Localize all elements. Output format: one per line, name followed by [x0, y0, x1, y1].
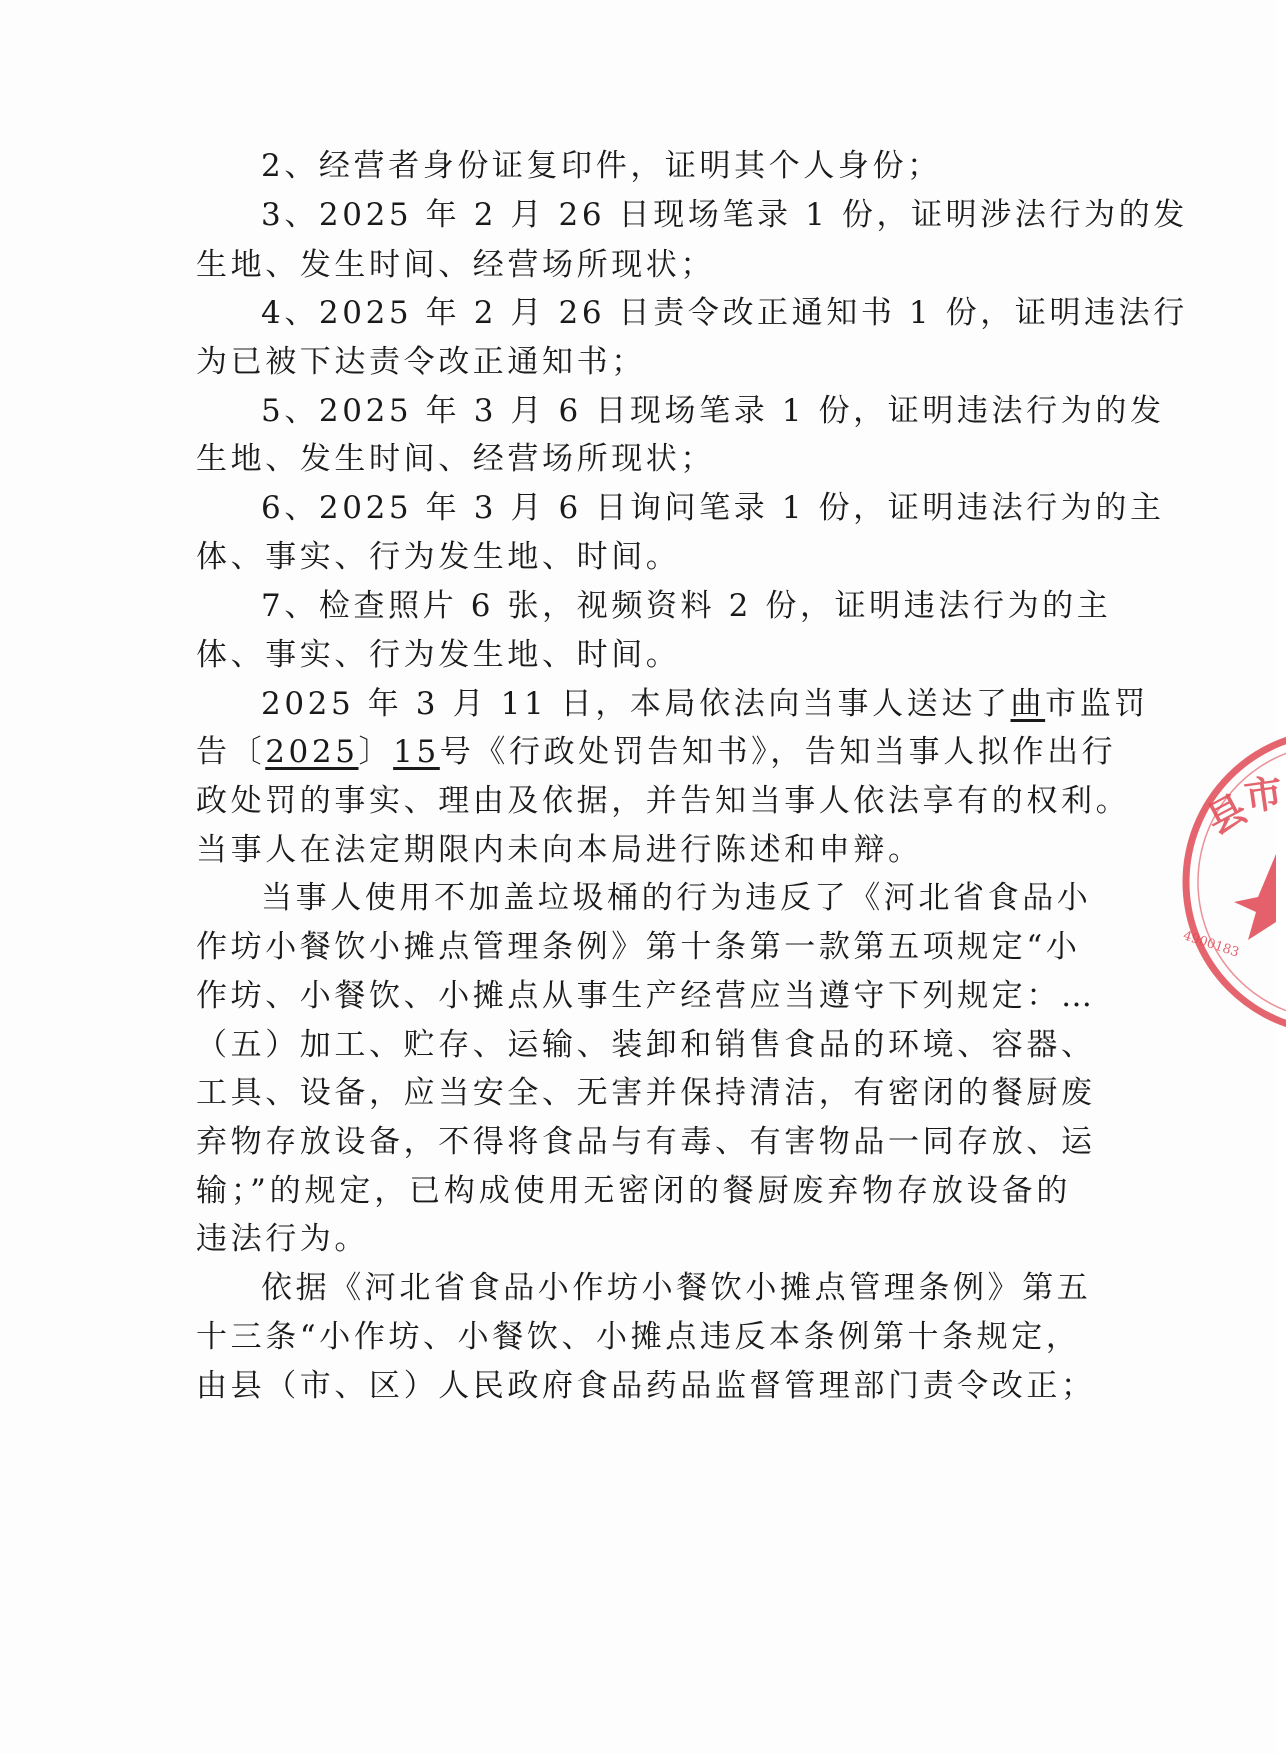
text-segment: 号《行政处罚告知书》，告知当事人拟作出行 — [439, 734, 1117, 770]
seal-code: 4900183 — [1181, 928, 1241, 961]
text-line: 为已被下达责令改正通知书； — [196, 344, 646, 380]
text-line: 当事人在法定期限内未向本局进行陈述和申辩。 — [196, 832, 923, 868]
official-seal-fragment — [1176, 762, 1286, 1002]
text-segment: 市监罚 — [1045, 686, 1149, 722]
text-line: 依据《河北省食品小作坊小餐饮小摊点管理条例》第五 — [261, 1270, 1092, 1306]
text-line: 十三条“小作坊、小餐饮、小摊点违反本条例第十条规定， — [196, 1319, 1081, 1355]
text-line — [261, 679, 1149, 729]
text-line: 弃物存放设备，不得将食品与有毒、有害物品一同存放、运 — [196, 1124, 1096, 1160]
text-line: 政处罚的事实、理由及依据，并告知当事人依法享有的权利。 — [196, 783, 1131, 819]
text-line: 2、经营者身份证复印件，证明其个人身份； — [261, 148, 942, 184]
text-segment: 2025 年 3 月 11 日，本局依法向当事人送达了 — [261, 686, 1011, 722]
text-line: 当事人使用不加盖垃圾桶的行为违反了《河北省食品小 — [261, 880, 1092, 916]
text-line: 4、2025 年 2 月 26 日责令改正通知书 1 份，证明违法行 — [261, 295, 1188, 331]
text-line: 由县（市、区）人民政府食品药品监督管理部门责令改正； — [196, 1368, 1096, 1404]
text-line: （五）加工、贮存、运输、装卸和销售食品的环境、容器、 — [196, 1027, 1096, 1063]
text-segment: 〔 — [230, 734, 266, 770]
text-line: 输；”的规定，已构成使用无密闭的餐厨废弃物存放设备的 — [196, 1173, 1071, 1209]
text-line: 生地、发生时间、经营场所现状； — [196, 441, 715, 477]
text-line: 作坊、小餐饮、小摊点从事生产经营应当遵守下列规定：… — [196, 978, 1096, 1014]
underlined-field: 曲 — [1010, 686, 1046, 722]
text-line: 5、2025 年 3 月 6 日现场笔录 1 份，证明违法行为的发 — [261, 393, 1165, 429]
text-line: 体、事实、行为发生地、时间。 — [196, 637, 681, 673]
text-line: 作坊小餐饮小摊点管理条例》第十条第一款第五项规定“小 — [196, 929, 1081, 965]
underlined-field: 15 — [393, 734, 440, 770]
text-line: 违法行为。 — [196, 1221, 369, 1257]
text-line — [196, 727, 1117, 777]
seal-character: 县 — [1199, 785, 1254, 843]
text-line: 7、检查照片 6 张，视频资料 2 份，证明违法行为的主 — [261, 588, 1112, 624]
text-line: 体、事实、行为发生地、时间。 — [196, 539, 681, 575]
text-line: 6、2025 年 3 月 6 日询问笔录 1 份，证明违法行为的主 — [261, 490, 1165, 526]
text-segment: 〕 — [358, 734, 394, 770]
text-line: 3、2025 年 2 月 26 日现场笔录 1 份，证明涉法行为的发 — [261, 197, 1188, 233]
seal-character: 市 — [1241, 769, 1286, 820]
underlined-field: 2025 — [265, 734, 359, 770]
text-segment: 告 — [196, 734, 231, 770]
text-line: 生地、发生时间、经营场所现状； — [196, 247, 715, 283]
text-line: 工具、设备，应当安全、无害并保持清洁，有密闭的餐厨废 — [196, 1075, 1096, 1111]
